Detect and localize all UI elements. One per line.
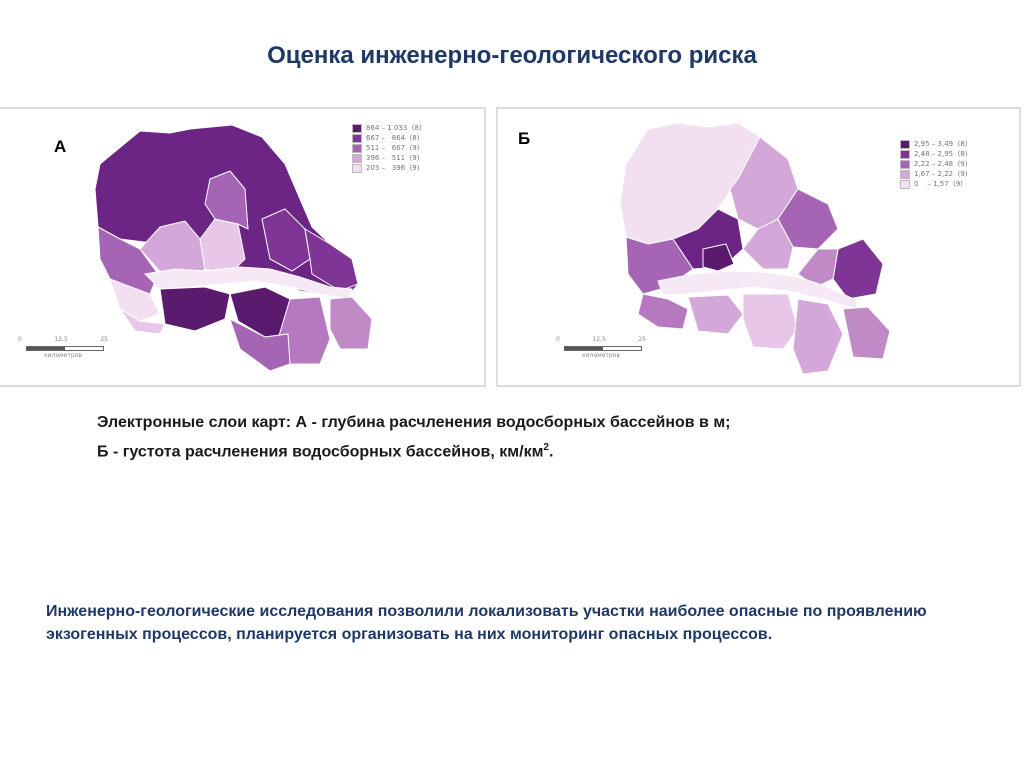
map-a-letter: А xyxy=(54,137,67,156)
scale-label-1: 12,5 xyxy=(54,336,68,343)
caption-superscript: 2 xyxy=(543,442,549,453)
slide-title: Оценка инженерно-геологического риска xyxy=(267,42,757,69)
legend-entry xyxy=(352,163,422,173)
legend-label: 511 – 667 (9) xyxy=(366,144,420,152)
legend-swatch xyxy=(900,140,910,149)
basin-a-south-center xyxy=(160,287,230,331)
legend-swatch xyxy=(352,164,362,173)
legend-label: 2,48 – 2,95 (8) xyxy=(914,150,968,158)
legend-entry xyxy=(900,149,968,159)
basin-b-s-center xyxy=(743,294,798,349)
map-caption xyxy=(97,410,730,464)
legend-entry xyxy=(900,159,968,169)
basin-a-south-east2 xyxy=(330,297,372,349)
map-a-legend xyxy=(352,123,422,173)
legend-entry xyxy=(352,123,422,133)
legend-swatch xyxy=(352,134,362,143)
legend-swatch xyxy=(900,150,910,159)
caption-line-2 xyxy=(97,435,730,464)
map-panel-b xyxy=(496,107,1021,387)
scale-label-1: 12,5 xyxy=(592,336,606,343)
legend-label: 2,95 – 3,49 (8) xyxy=(914,140,968,148)
legend-label: 203 – 396 (9) xyxy=(366,164,420,172)
scale-label-0: 0 xyxy=(556,336,560,343)
basin-b-sw2 xyxy=(688,295,743,334)
caption-line-1: Электронные слои карт: А - глубина расчленения водосборных бассейнов в м; xyxy=(97,414,731,431)
legend-entry xyxy=(900,169,968,179)
legend-label: 667 – 864 (8) xyxy=(366,134,420,142)
legend-entry xyxy=(352,133,422,143)
caption-line-2-text: Б - густота расчленения водосборных бассейнов, км/км xyxy=(97,443,544,461)
scale-label-2: 25 xyxy=(638,336,646,343)
map-a-scale xyxy=(18,336,108,372)
legend-label: 864 – 1 033 (8) xyxy=(366,124,422,132)
legend-label: 1,67 – 2,22 (9) xyxy=(914,170,968,178)
scale-unit: километров xyxy=(582,352,620,359)
map-panel-a xyxy=(0,107,486,387)
legend-label: 2,22 – 2,48 (9) xyxy=(914,160,968,168)
conclusion-text: Инженерно-геологические исследования позволили локализовать участки наиболее опасные по проявлению экзогенных процессов, планируется организовать на них мониторинг опасных процессов. xyxy=(46,603,927,643)
basin-b-s-east1 xyxy=(793,299,843,374)
legend-entry xyxy=(900,179,968,189)
basin-b-s-east2 xyxy=(843,307,890,359)
legend-swatch xyxy=(900,160,910,169)
basin-b-east-dark xyxy=(833,239,883,299)
scale-unit: километров xyxy=(44,352,82,359)
caption-line-2-end: . xyxy=(548,443,554,461)
legend-entry xyxy=(900,139,968,149)
map-b-letter: Б xyxy=(518,129,531,148)
map-b-legend xyxy=(900,139,968,189)
legend-entry xyxy=(352,153,422,163)
scale-label-2: 25 xyxy=(100,336,108,343)
legend-swatch xyxy=(900,180,910,189)
legend-swatch xyxy=(352,154,362,163)
scale-label-0: 0 xyxy=(18,336,22,343)
legend-label: 396 – 511 (9) xyxy=(366,154,420,162)
legend-swatch xyxy=(352,124,362,133)
legend-label: 0 – 1,57 (9) xyxy=(914,180,964,188)
legend-entry xyxy=(352,143,422,153)
legend-swatch xyxy=(352,144,362,153)
basin-b-sw1 xyxy=(638,294,688,329)
map-b-scale xyxy=(556,336,646,372)
legend-swatch xyxy=(900,170,910,179)
